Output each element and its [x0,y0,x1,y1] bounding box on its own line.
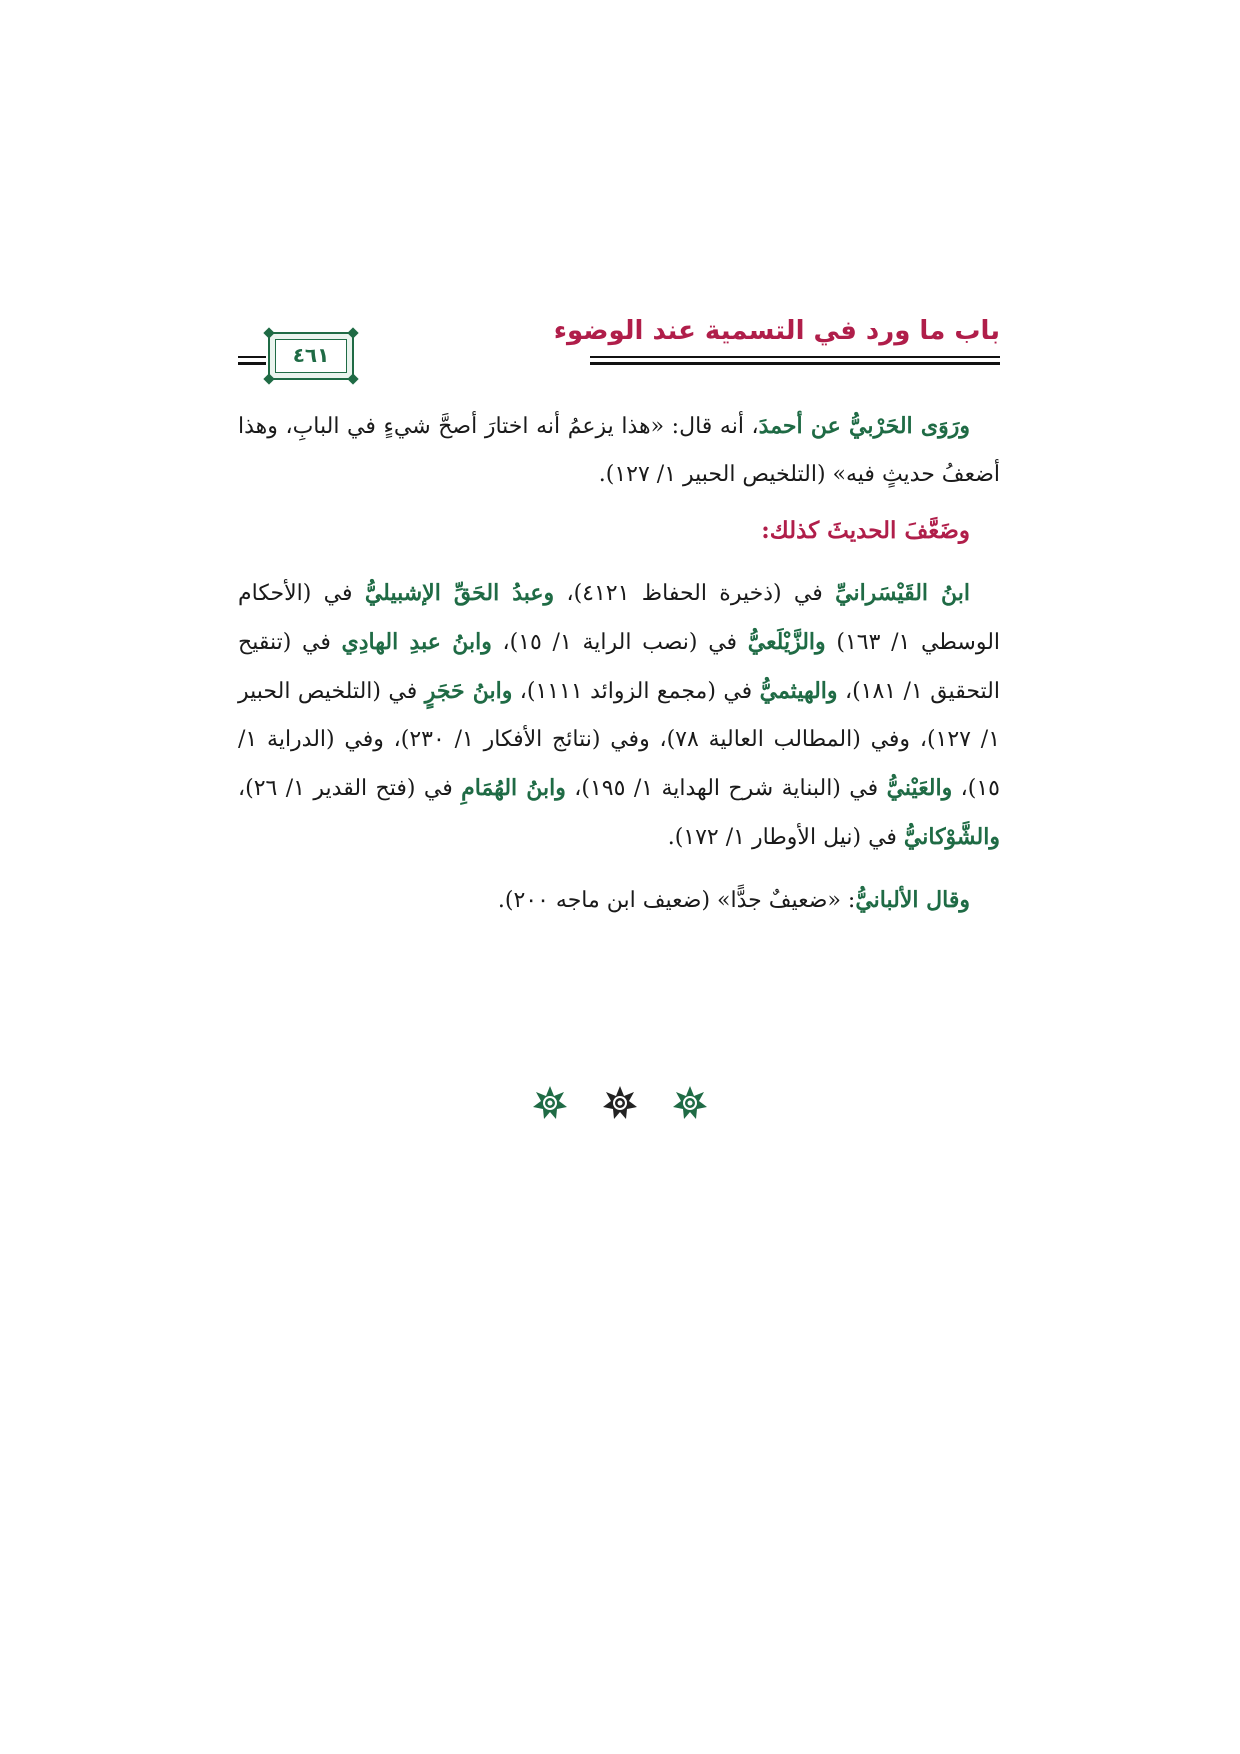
scholar-name: وعبدُ الحَقِّ الإشبيليُّ [364,580,555,606]
citation-text: في (مجمع الزوائد ١١١١)، [512,679,760,704]
section-heading: وضَعَّفَ الحديثَ كذلك: [761,517,970,544]
scholar-name: وقال الألبانيُّ [855,887,970,913]
citation-text: في (البناية شرح الهداية ١/ ١٩٥)، [565,776,887,801]
paragraph [238,876,1000,925]
scholar-name: وابنُ حَجَرٍ [424,678,513,704]
page-number: ٤٦١ [292,343,330,367]
paragraph [238,402,1000,499]
badge-corner-icon [347,373,358,384]
scholar-name: والهيثميُّ [759,678,838,704]
page-header [238,300,1000,380]
paragraph-text: ، أنه قال: «هذا يزعمُ أنه اختارَ أصحَّ شيءٍ في البابِ، وهذا أضعفُ حديثٍ فيه» (التلخيص الحبير ١/ ١٢٧). [238,414,1000,487]
citation-text: في (نصب الراية ١/ ١٥)، [491,630,748,655]
flower-star-icon [602,1085,638,1121]
badge-corner-icon [347,327,358,338]
scholar-name: والزَّيْلَعيُّ [747,629,826,655]
header-rule [238,356,266,358]
flower-star-icon [532,1085,568,1121]
flower-star-icon [672,1085,708,1121]
scholar-name: وابنُ الهُمَامِ [461,775,566,801]
header-rule [590,356,1000,358]
citation-text: في (فتح القدير ١/ ٢٦)، [238,776,462,801]
paragraph [238,569,1000,862]
scholar-name: وابنُ عبدِ الهادِي [341,629,492,655]
paragraph-text: : «ضعيفٌ جدًّا» (ضعيف ابن ماجه ٢٠٠). [497,888,856,913]
citation-text: في (ذخيرة الحفاظ ٤١٢١)، [554,581,836,606]
badge-corner-icon [263,327,274,338]
citation-text: في (التلخيص الحبير ١/ ١٢٧)، وفي (المطالب العالية ٧٨)، وفي (نتائج الأفكار ١/ ٢٣٠)، وفي (الدراية ١/ ١٥)، [238,679,1001,801]
scholar-name: والشَّوْكانيُّ [903,824,1000,850]
header-rule [238,362,266,365]
chapter-title: باب ما ورد في التسمية عند الوضوء [553,316,1000,346]
citation-text: في (تنقيح التحقيق ١/ ١٨١)، [238,630,1000,704]
header-rule [590,362,1000,365]
scholar-name: ابنُ القَيْسَرانيِّ [835,580,971,606]
section-end-ornament [520,1085,720,1125]
page-body [238,402,1000,925]
narrator-name: ورَوَى الحَرْبيُّ عن أحمدَ [758,413,970,439]
citation-text: في (نيل الأوطار ١/ ١٧٢). [667,825,904,850]
badge-corner-icon [263,373,274,384]
scholar-name: والعَيْنيُّ [886,775,953,801]
citation-text: في (الأحكام الوسطي ١/ ١٦٣) [238,581,1001,655]
page-number-badge [268,332,354,380]
